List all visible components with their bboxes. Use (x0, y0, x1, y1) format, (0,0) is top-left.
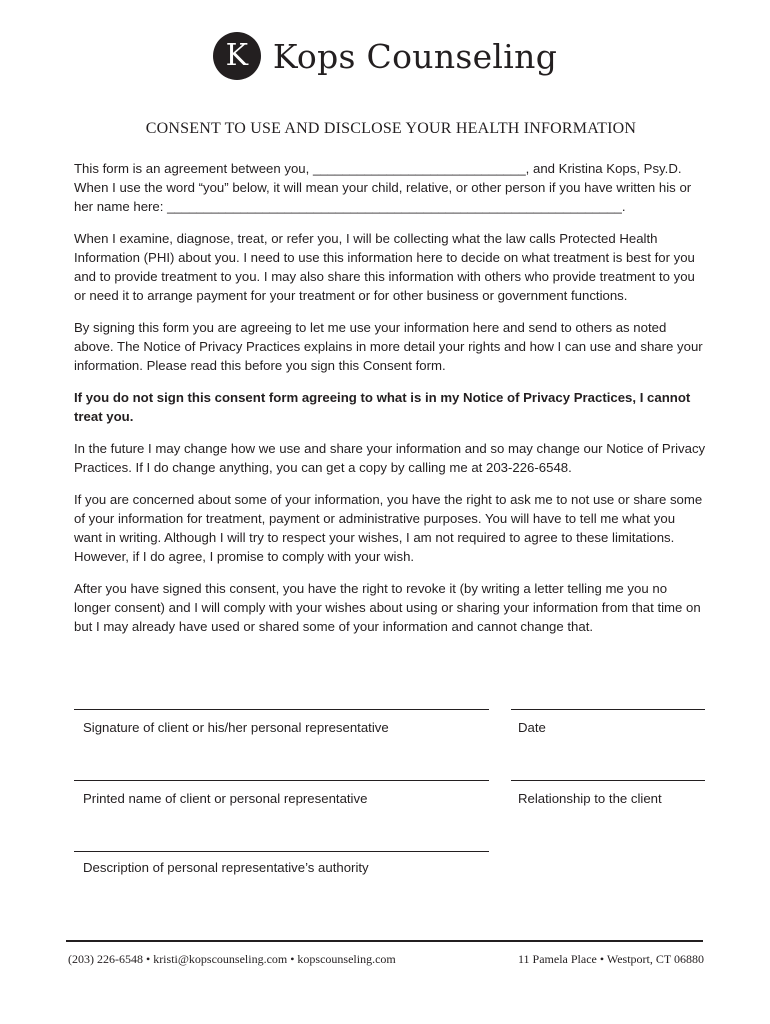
printed-name-line[interactable] (74, 780, 489, 781)
date-label: Date (518, 720, 546, 735)
paragraph-agreement: This form is an agreement between you, _____________________________, and Kristina Kops, Psy.D. When I use the word “you” below, it will mean your child, relative, or other person if you have written his or her name here: ______________________________________________________________. (74, 161, 692, 214)
paragraph-future-changes: In the future I may change how we use and share your information and so may change our Notice of Privacy Practices. If I do change anything, you can get a copy by calling me at 203-226-6548. (74, 441, 706, 475)
document-title: CONSENT TO USE AND DISCLOSE YOUR HEALTH INFORMATION (145, 120, 637, 137)
printed-name-label: Printed name of client or personal representative (83, 791, 368, 806)
footer-divider (66, 940, 703, 942)
paragraph-revoke: After you have signed this consent, you have the right to revoke it (by writing a letter telling me you no longer consent) and I will comply with your wishes about using or sharing your information from that time on but I may already have used or shared some of your information and cannot change that. (74, 581, 701, 634)
brand-name: Kops Counseling (272, 36, 558, 76)
relationship-line[interactable] (511, 780, 705, 781)
relationship-label: Relationship to the client (518, 791, 662, 806)
brand-header (0, 30, 770, 82)
authority-line[interactable] (74, 851, 489, 852)
signature-line[interactable] (74, 709, 489, 710)
signature-label: Signature of client or his/her personal representative (83, 720, 389, 735)
paragraph-phi: When I examine, diagnose, treat, or refer you, I will be collecting what the law calls Protected Health Information (PHI) about you. I need to use this information here to decide on what treatment is best for you and to provide treatment to you. I may also share this information with others who provide treatment to you or need it to arrange payment for your treatment or for other business or government functions. (74, 231, 695, 303)
paragraph-restrictions: If you are concerned about some of your information, you have the right to ask me to not use or share some of your information for treatment, payment or administrative purposes. You will have to tell me what you want in writing. Although I will try to respect your wishes, I am not required to agree to these limitations. However, if I do agree, I promise to comply with your wish. (74, 492, 703, 564)
authority-label: Description of personal representative’s authority (83, 860, 369, 875)
footer-address: 11 Pamela Place • Westport, CT 06880 (518, 952, 704, 966)
date-line[interactable] (511, 709, 705, 710)
logo-icon: K (213, 32, 261, 80)
paragraph-signing: By signing this form you are agreeing to let me use your information here and send to others as noted above. The Notice of Privacy Practices explains in more detail your rights and how I can use and share your information. Please read this before you sign this Consent form. (74, 320, 703, 373)
consent-body (74, 159, 706, 649)
paragraph-warning: If you do not sign this consent form agreeing to what is in my Notice of Privacy Practices, I cannot treat you. (74, 390, 691, 424)
footer-contact: (203) 226-6548 • kristi@kopscounseling.com • kopscounseling.com (68, 952, 396, 966)
